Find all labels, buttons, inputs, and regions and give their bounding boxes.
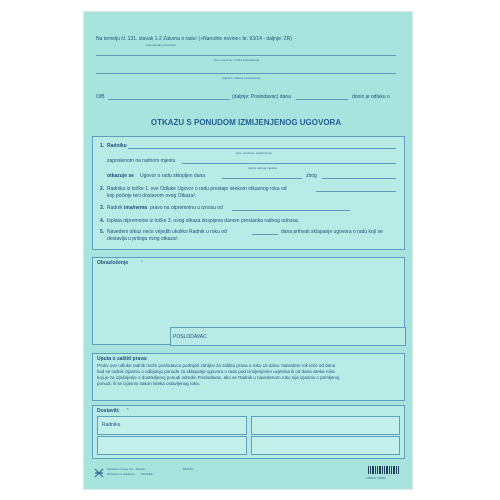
oib-label: OIB: [96, 94, 105, 100]
delivery-recipient-3[interactable]: [97, 436, 247, 455]
barcode-digits: 3 856017 750260: [366, 477, 386, 480]
job-position-caption: (naziv radnog mjesta): [248, 166, 277, 170]
point-4-number: 4.: [100, 218, 105, 224]
point-1-cancel-bold: otkazuje se: [107, 173, 134, 179]
reasoning-footnote: 4: [141, 259, 143, 263]
point-5-text-b: dana prihvati sklapanje ugovora o radu koji se: [281, 229, 383, 235]
worker-name-caption: (ime, prezime, osobni broj): [236, 151, 272, 155]
point-5-text: Navedeni otkaz neće vrijediti ukoliko Radnik u roku od: [107, 229, 227, 235]
point-3-text-b: pravo na otpremninu u iznosu od: [150, 205, 223, 211]
reasoning-label: Obrazloženje: [97, 260, 129, 266]
footer-code: UT-V-4A: [141, 472, 153, 476]
delivery-recipient-4[interactable]: [251, 436, 400, 455]
document-title: OTKAZU S PONUDOM IZMIJENJENOG UGOVORA: [150, 118, 342, 127]
contract-date-field[interactable]: [222, 178, 302, 179]
publisher-logo-icon: [94, 468, 104, 478]
header-line-1: Na temelju čl. 131. stavak 1-2 Zakona o radu¹ (»Narodne novine« br. 93/14 - daljnje: ZR): [96, 36, 292, 42]
point-3-bold: ima/nema: [124, 205, 148, 211]
oib-field[interactable]: [108, 99, 230, 100]
point-1-cancel-end: zbog: [306, 173, 317, 179]
employer-label: POSLODAVAC: [173, 334, 207, 340]
point-4-text: Isplata otpremnine iz točke 3. ovog otkaza dospijeva danom prestanka radnog odnosa.: [107, 218, 300, 224]
barcode-icon: [368, 466, 400, 477]
point-3-number: 3.: [100, 205, 105, 211]
severance-amount-field[interactable]: [232, 210, 350, 211]
point-5-number: 5.: [100, 229, 105, 235]
decision-date-field[interactable]: [296, 99, 348, 100]
legal-line-2: kad se radnik izjasnio o odbijanju ponude za sklapanje ugovora o radu pod izmijenjenim uvjetima ili od dana isteka roka: [97, 369, 335, 374]
delivery-recipient-1-label: Radniku: [102, 422, 121, 428]
footer-publisher-2: Obrazac za tiskanicu: [107, 472, 135, 476]
employer-address-caption: (mjesto i adresa poslodavca): [222, 76, 261, 80]
point-1-cancel-text: Ugovor o radu sklopljen dana: [140, 173, 206, 179]
legal-text: [97, 363, 399, 387]
employer-name-caption: (ime, prezime / tvrtka poslodavca): [214, 58, 260, 62]
point-2-number: 2.: [100, 186, 105, 192]
oib-end: donio je odluku o: [352, 94, 390, 100]
delivery-label: Dostaviti:: [97, 408, 120, 414]
employer-name-line[interactable]: [96, 55, 396, 56]
point-5-text-2: dostavlja u prilogu ovog otkaza³.: [107, 236, 179, 242]
delivery-recipient-2[interactable]: [251, 416, 400, 435]
oib-text: (daljnje: Poslodavac) dana: [232, 94, 291, 100]
point-3-text-a: Radnik: [107, 205, 123, 211]
legal-line-1: Protiv ove odluke radnik može poslodavcu podnijeti zahtjev za zaštitu prava u roku 15 dana. Navedeni rok teče od dana: [97, 363, 336, 368]
job-position-field[interactable]: [182, 163, 396, 164]
point-1-employed: zaposlenom na radnom mjestu: [107, 158, 176, 164]
reason-field[interactable]: [322, 178, 396, 179]
notice-period-field[interactable]: [316, 191, 396, 192]
delivery-footnote: 5: [127, 407, 129, 411]
footer-number: 861193: [183, 467, 193, 471]
point-2-text-2: koji počinje teći dostavom ovog Otkaza².: [107, 193, 197, 199]
legal-line-3: koji je za izjašnjenje o dostavljenoj ponudi odredio Poslodavac, ako se Radnik u navedenom roku nije izjasnio o primljenoj: [97, 375, 340, 380]
footer-publisher: Narodne novine d.d., Zagreb: [107, 467, 146, 471]
header-line-1-sub: (neposredno precrtati): [146, 43, 176, 47]
point-2-text: Radniku iz točke 1. ove Odluke Ugovor o radu prestaje istekom otkaznog roka od: [107, 186, 287, 192]
legal-line-4: ponudi, ili se izjasnio nakon isteka ostavljenog roka.: [97, 381, 201, 386]
point-1-number: 1.: [100, 143, 105, 149]
worker-name-field[interactable]: [128, 148, 396, 149]
point-1-worker: Radniku: [107, 143, 127, 149]
acceptance-days-field[interactable]: [252, 234, 278, 235]
employer-address-line[interactable]: [96, 73, 396, 74]
legal-label: Uputa o zaštiti prava:: [97, 356, 148, 362]
